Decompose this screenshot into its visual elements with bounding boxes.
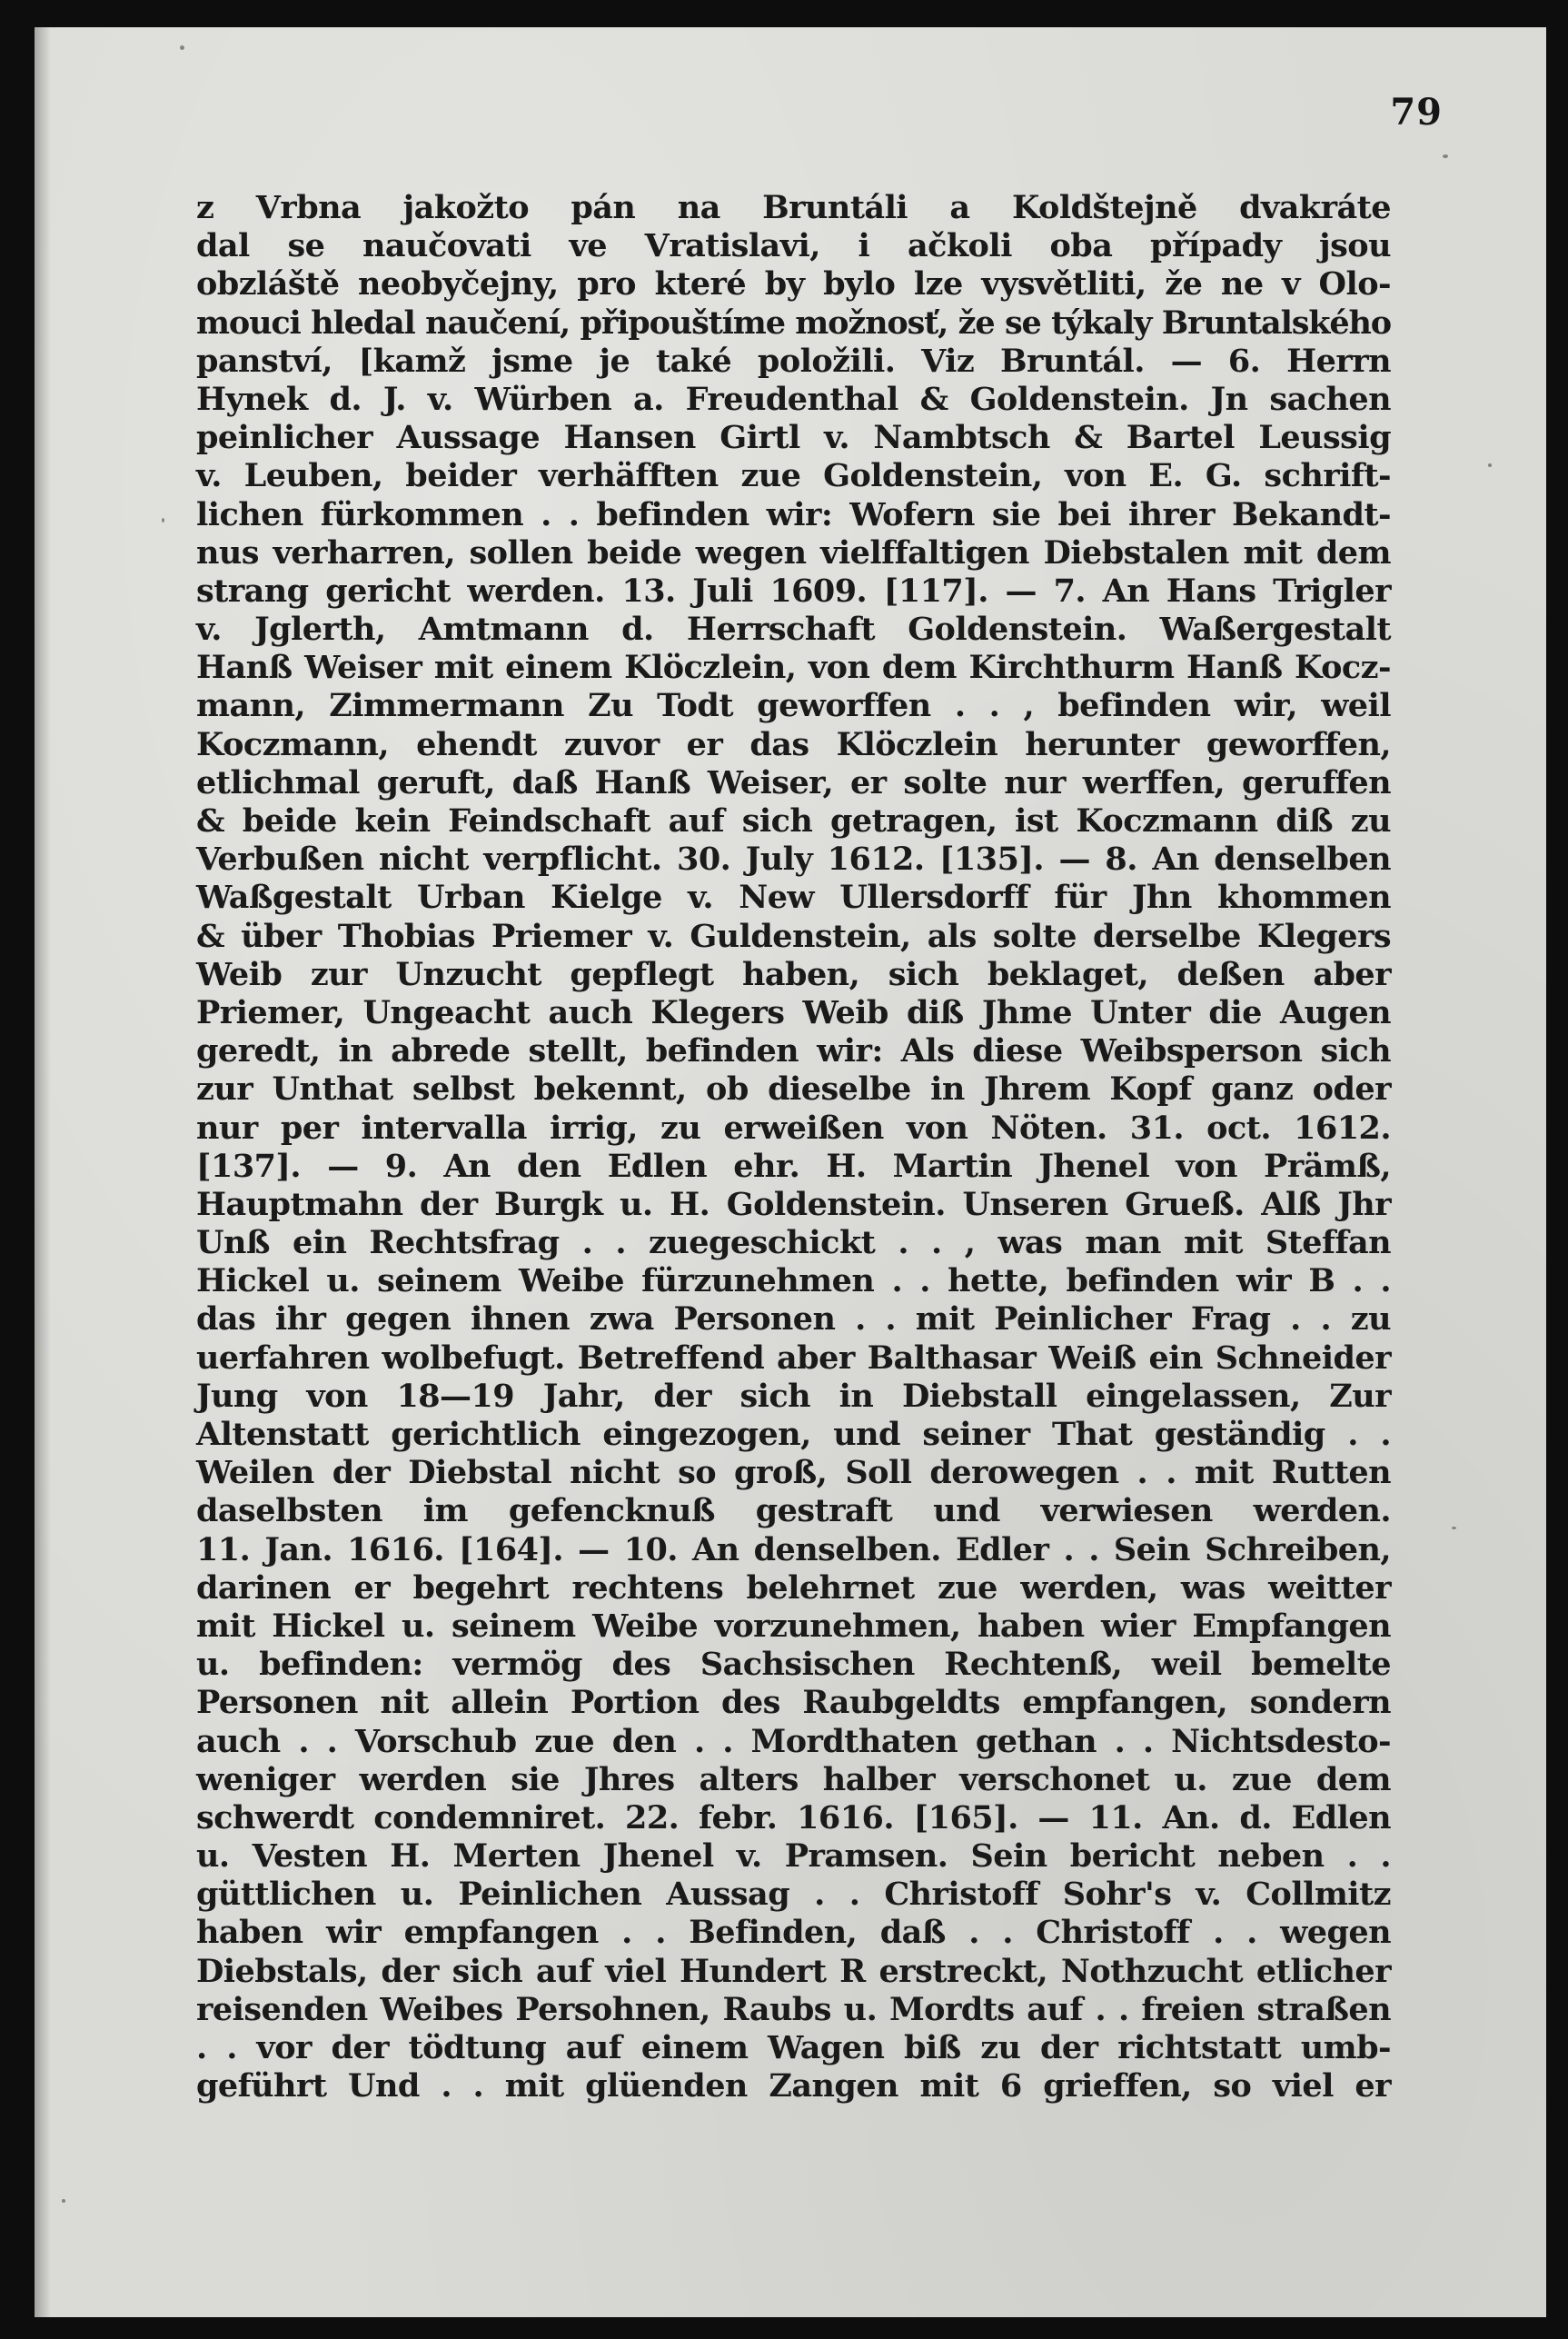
text-line: Hynek d. J. v. Würben a. Freudenthal & Goldenstein. Jn sachen [196,380,1391,418]
text-line: 11. Jan. 1616. [164]. — 10. An denselben. Edler . . Sein Schreiben, [196,1530,1391,1568]
text-line: zur Unthat selbst bekennt, ob dieselbe in Jhrem Kopf ganz oder [196,1070,1391,1109]
text-line: auch . . Vorschub zue den . . Mordthaten gethan . . Nichtsdesto- [196,1722,1391,1760]
text-line: . . vor der tödtung auf einem Wagen biß zu der richtstatt umb- [196,2029,1391,2066]
text-line: Diebstals, der sich auf viel Hundert R erstreckt, Nothzucht etlicher [196,1952,1391,1990]
text-line: etlichmal geruft, daß Hanß Weiser, er solte nur werffen, geruffen [196,763,1391,801]
text-line: Priemer, Ungeacht auch Klegers Weib diß Jhme Unter die Augen [196,993,1391,1031]
text-line: lichen fürkommen . . befinden wir: Wofern sie bei ihrer Bekandt- [196,495,1391,533]
text-line: Altenstatt gerichtlich eingezogen, und seiner That geständig . . [196,1416,1391,1453]
text-line: z Vrbna jakožto pán na Bruntáli a Koldštejně dvakráte [196,189,1391,226]
text-line: Personen nit allein Portion des Raubgeldts empfangen, sondern [196,1684,1391,1722]
text-line: v. Leuben, beider verhäfften zue Goldenstein, von E. G. schrift- [196,457,1391,495]
text-line: peinlicher Aussage Hansen Girtl v. Nambtsch & Bartel Leussig [196,419,1391,457]
dust-speck [1452,1527,1456,1529]
text-line: weniger werden sie Jhres alters halber verschonet u. zue dem [196,1760,1391,1798]
text-line: & über Thobias Priemer v. Guldenstein, als solte derselbe Klegers [196,917,1391,955]
text-line: geredt, in abrede stellt, befinden wir: Als diese Weibsperson sich [196,1032,1391,1070]
text-line: reisenden Weibes Persohnen, Raubs u. Mordts auf . . freien straßen [196,1990,1391,2028]
text-line: panství, [kamž jsme je také položili. Viz Bruntál. — 6. Herrn [196,342,1391,380]
text-line: Hanß Weiser mit einem Klöczlein, von dem Kirchthurm Hanß Kocz- [196,649,1391,687]
text-line: mann, Zimmermann Zu Todt geworffen . . , befinden wir, weil [196,687,1391,725]
dust-speck [1488,463,1492,467]
text-line: mit Hickel u. seinem Weibe vorzunehmen, haben wier Empfangen [196,1607,1391,1645]
text-line: Unß ein Rechtsfrag . . zuegeschickt . . , was man mit Steffan [196,1224,1391,1262]
dust-speck [1443,154,1448,158]
text-line: u. Vesten H. Merten Jhenel v. Pramsen. Sein bericht neben . . [196,1837,1391,1876]
text-line: Hickel u. seinem Weibe fürzunehmen . . hette, befinden wir B . . [196,1262,1391,1300]
text-line: nur per intervalla irrig, zu erweißen von Nöten. 31. oct. 1612. [196,1109,1391,1147]
text-line: obzláště neobyčejny, pro které by bylo lze vysvětliti, že ne v Olo- [196,265,1391,304]
dust-speck [180,45,184,50]
text-line: v. Jglerth, Amtmann d. Herrschaft Goldenstein. Waßergestalt [196,611,1391,649]
text-line: geführt Und . . mit glüenden Zangen mit 6 grieffen, so viel er [196,2067,1391,2105]
text-line: Weilen der Diebstal nicht so groß, Soll derowegen . . mit Rutten [196,1454,1391,1492]
text-line: haben wir empfangen . . Befinden, daß . . Christoff . . wegen [196,1914,1391,1952]
body-text [196,189,1391,2105]
text-line: schwerdt condemniret. 22. febr. 1616. [165]. — 11. An. d. Edlen [196,1798,1391,1836]
text-line: Weib zur Unzucht gepflegt haben, sich beklaget, deßen aber [196,955,1391,993]
text-line: dal se naučovati ve Vratislavi, i ačkoli oba případy jsou [196,227,1391,265]
text-line: & beide kein Feindschaft auf sich getragen, ist Koczmann diß zu [196,802,1391,840]
book-page [35,27,1546,2317]
text-line: Jung von 18—19 Jahr, der sich in Diebstall eingelassen, Zur [196,1377,1391,1415]
text-line: darinen er begehrt rechtens belehrnet zue werden, was weitter [196,1568,1391,1607]
text-line: Koczmann, ehendt zuvor er das Klöczlein herunter geworffen, [196,725,1391,763]
text-line: das ihr gegen ihnen zwa Personen . . mit Peinlicher Frag . . zu [196,1300,1391,1339]
text-line: daselbsten im gefencknuß gestraft und verwiesen werden. [196,1492,1391,1530]
text-line: [137]. — 9. An den Edlen ehr. H. Martin Jhenel von Prämß, [196,1147,1391,1185]
text-line: mouci hledal naučení, připouštíme možnosť, že se týkaly Bruntalského [196,304,1391,342]
page-gutter-shadow [35,27,51,2317]
text-line: strang gericht werden. 13. Juli 1609. [117]. — 7. An Hans Trigler [196,572,1391,610]
dust-speck [162,518,164,523]
page-number: 79 [1390,91,1443,134]
text-line: Hauptmahn der Burgk u. H. Goldenstein. Unseren Grueß. Alß Jhr [196,1185,1391,1223]
text-line: güttlichen u. Peinlichen Aussag . . Christoff Sohr's v. Collmitz [196,1876,1391,1914]
text-line: Waßgestalt Urban Kielge v. New Ullersdorff für Jhn khommen [196,879,1391,917]
dust-speck [62,2199,65,2203]
text-line: uerfahren wolbefugt. Betreffend aber Balthasar Weiß ein Schneider [196,1339,1391,1377]
text-line: u. befinden: vermög des Sachsischen Rechtenß, weil bemelte [196,1646,1391,1684]
text-line: nus verharren, sollen beide wegen vielffaltigen Diebstalen mit dem [196,533,1391,572]
text-line: Verbußen nicht verpflicht. 30. July 1612. [135]. — 8. An denselben [196,841,1391,879]
